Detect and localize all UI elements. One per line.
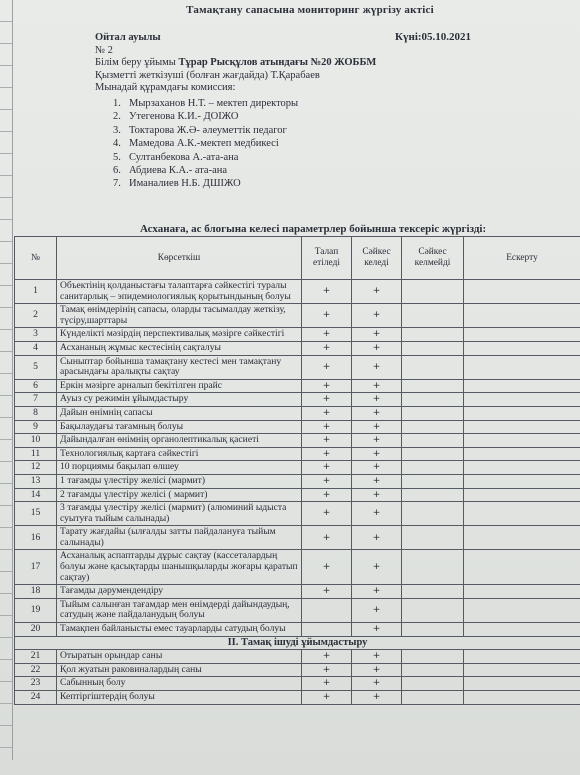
- row-indicator: Дайын өнімнің сапасы: [57, 406, 302, 420]
- table-row: [15, 328, 580, 342]
- row-indicator: Отыратын орындар саны: [57, 650, 302, 664]
- row-number: 13: [15, 474, 57, 488]
- row-required-mark: +: [302, 341, 352, 355]
- row-note: [464, 526, 580, 550]
- row-number: 15: [15, 502, 57, 526]
- row-match-mark: +: [352, 393, 402, 407]
- row-required-mark: +: [302, 420, 352, 434]
- row-nomatch-mark: [402, 526, 464, 550]
- row-note: [464, 461, 580, 475]
- member-number: 5.: [113, 151, 121, 163]
- row-required-mark: +: [302, 355, 352, 379]
- row-nomatch-mark: [402, 328, 464, 342]
- commission-member: [113, 97, 298, 110]
- row-nomatch-mark: [402, 280, 464, 304]
- row-indicator: Технологиялық картаға сәйкестігі: [57, 447, 302, 461]
- table-row: [15, 585, 580, 599]
- row-nomatch-mark: [402, 393, 464, 407]
- row-match-mark: +: [352, 434, 402, 448]
- row-required-mark: [302, 598, 352, 622]
- row-required-mark: +: [302, 502, 352, 526]
- row-nomatch-mark: [402, 434, 464, 448]
- row-required-mark: +: [302, 526, 352, 550]
- row-number: 2: [15, 304, 57, 328]
- table-row: [15, 461, 580, 475]
- section-row: [15, 636, 580, 650]
- row-note: [464, 304, 580, 328]
- row-note: [464, 341, 580, 355]
- row-note: [464, 691, 580, 705]
- row-nomatch-mark: [402, 379, 464, 393]
- member-name: Утегенова К.И.- ДОІЖО: [129, 111, 239, 123]
- table-header: [15, 237, 580, 280]
- row-match-mark: +: [352, 585, 402, 599]
- row-number: 24: [15, 691, 57, 705]
- village: Ойтал ауылы: [95, 32, 161, 43]
- member-name: Токтарова Ж.Ә- әлеуметтік педагог: [129, 124, 287, 136]
- row-note: [464, 663, 580, 677]
- row-indicator: Ауыз су режимін ұйымдастыру: [57, 393, 302, 407]
- row-number: 12: [15, 461, 57, 475]
- commission-member: [113, 151, 298, 164]
- row-indicator: Кептіргіштердің болуы: [57, 691, 302, 705]
- row-match-mark: +: [352, 280, 402, 304]
- member-name: Иманалиев Н.Б. ДШІЖО: [129, 178, 241, 190]
- row-note: [464, 355, 580, 379]
- row-note: [464, 677, 580, 691]
- table-row: [15, 502, 580, 526]
- row-match-mark: +: [352, 379, 402, 393]
- table-row: [15, 379, 580, 393]
- commission-member: [113, 110, 298, 123]
- row-nomatch-mark: [402, 406, 464, 420]
- row-match-mark: +: [352, 341, 402, 355]
- member-number: 3.: [113, 124, 121, 136]
- member-name: Мамедова А.К.-мектеп медбикесі: [129, 138, 279, 150]
- row-note: [464, 420, 580, 434]
- row-number: 21: [15, 650, 57, 664]
- row-number: 9: [15, 420, 57, 434]
- row-number: 6: [15, 379, 57, 393]
- row-note: [464, 550, 580, 585]
- organization-line: [95, 57, 376, 70]
- row-indicator: Тарату жағдайы (ылғалды затты пайдалануға тыйым салынады): [57, 526, 302, 550]
- row-indicator: 10 порциямы бақылап өлшеу: [57, 461, 302, 475]
- row-match-mark: +: [352, 598, 402, 622]
- row-match-mark: +: [352, 691, 402, 705]
- row-number: 5: [15, 355, 57, 379]
- row-required-mark: +: [302, 691, 352, 705]
- row-required-mark: +: [302, 379, 352, 393]
- row-number: 17: [15, 550, 57, 585]
- row-nomatch-mark: [402, 420, 464, 434]
- row-indicator: Асханалық аспаптарды дұрыс сақтау (кассеталардың болуы және қасықтарды шанышқыларды жоғары қаратып сақтау): [57, 550, 302, 585]
- organization-prefix: Білім беру ұйымы: [95, 57, 179, 68]
- row-required-mark: +: [302, 677, 352, 691]
- row-nomatch-mark: [402, 623, 464, 637]
- row-required-mark: +: [302, 488, 352, 502]
- row-number: 18: [15, 585, 57, 599]
- row-nomatch-mark: [402, 650, 464, 664]
- row-indicator: Тамақпен байланысты емес тауарларды сатудың болуы: [57, 623, 302, 637]
- row-match-mark: +: [352, 304, 402, 328]
- row-nomatch-mark: [402, 304, 464, 328]
- row-nomatch-mark: [402, 461, 464, 475]
- table-subtitle: Асханаға, ас блогына келесі параметрлер бойынша тексеріс жүргізді:: [140, 223, 487, 235]
- row-number: 8: [15, 406, 57, 420]
- supplier: Қызметті жеткізуші (болған жағдайда) Т.Қарабаев: [95, 69, 320, 81]
- row-note: [464, 447, 580, 461]
- table-row: [15, 526, 580, 550]
- row-required-mark: +: [302, 304, 352, 328]
- row-required-mark: +: [302, 550, 352, 585]
- row-indicator: Тыйым салынған тағамдар мен өнімдерді дайындаудың, сатудың және пайдаланудың болуы: [57, 598, 302, 622]
- table-row: [15, 677, 580, 691]
- row-number: 20: [15, 623, 57, 637]
- document-date: Күні:05.10.2021: [395, 31, 472, 43]
- row-nomatch-mark: [402, 341, 464, 355]
- row-note: [464, 434, 580, 448]
- document-title: Тамақтану сапасына мониторинг жүргізу актісі: [186, 4, 434, 16]
- row-number: 1: [15, 280, 57, 304]
- row-number: 7: [15, 393, 57, 407]
- member-number: 4.: [113, 138, 121, 150]
- commission-title: Мынадай құрамдағы комиссия:: [95, 82, 236, 93]
- row-indicator: Сабынның болу: [57, 677, 302, 691]
- member-name: Абдиева К.А.- ата-ана: [129, 165, 228, 177]
- row-match-mark: +: [352, 447, 402, 461]
- row-indicator: 1 тағамды үлестіру желісі (мармит): [57, 474, 302, 488]
- row-indicator: Еркін мәзірге арналып бекітілген прайс: [57, 379, 302, 393]
- row-number: 22: [15, 663, 57, 677]
- row-number: 23: [15, 677, 57, 691]
- row-indicator: Тағамды дәрумендендіру: [57, 585, 302, 599]
- col-indicator: Көрсеткіш: [57, 237, 302, 280]
- member-number: 2.: [113, 111, 121, 123]
- row-required-mark: +: [302, 650, 352, 664]
- row-required-mark: +: [302, 393, 352, 407]
- row-match-mark: +: [352, 623, 402, 637]
- row-nomatch-mark: [402, 677, 464, 691]
- row-required-mark: +: [302, 585, 352, 599]
- row-indicator: 3 тағамды үлестіру желісі (мармит) (алюминий ыдыста суытуға тыйым салынады): [57, 502, 302, 526]
- row-match-mark: +: [352, 663, 402, 677]
- table-row: [15, 474, 580, 488]
- row-note: [464, 623, 580, 637]
- row-match-mark: +: [352, 355, 402, 379]
- row-nomatch-mark: [402, 488, 464, 502]
- row-match-mark: +: [352, 650, 402, 664]
- table-row: [15, 663, 580, 677]
- row-nomatch-mark: [402, 355, 464, 379]
- row-required-mark: +: [302, 328, 352, 342]
- table-row: [15, 393, 580, 407]
- row-note: [464, 598, 580, 622]
- commission-member: [113, 164, 298, 177]
- table-row: [15, 691, 580, 705]
- row-match-mark: +: [352, 406, 402, 420]
- table-row: [15, 341, 580, 355]
- table-row: [15, 420, 580, 434]
- member-name: Султанбекова А.-ата-ана: [129, 151, 239, 163]
- row-number: 19: [15, 598, 57, 622]
- table-row: [15, 650, 580, 664]
- commission-member: [113, 124, 298, 137]
- row-number: 11: [15, 447, 57, 461]
- row-indicator: Күнделікті мәзірдің перспективалық мәзірге сәйкестігі: [57, 328, 302, 342]
- row-indicator: Асхананың жұмыс кестесінің сақталуы: [57, 341, 302, 355]
- row-match-mark: +: [352, 550, 402, 585]
- organization-name: Тұрар Рысқұлов атындағы №20 ЖОББМ: [178, 57, 377, 68]
- member-name: Мырзаханов Н.Т. – мектеп директоры: [129, 98, 299, 109]
- row-indicator: Дайындалған өнімнің органолептикалық қасиеті: [57, 434, 302, 448]
- row-note: [464, 502, 580, 526]
- commission-list: [113, 97, 298, 191]
- row-match-mark: +: [352, 677, 402, 691]
- row-indicator: Бақылаудағы тағамның болуы: [57, 420, 302, 434]
- table-row: [15, 488, 580, 502]
- table-row: [15, 623, 580, 637]
- row-number: 16: [15, 526, 57, 550]
- row-match-mark: +: [352, 526, 402, 550]
- row-number: 14: [15, 488, 57, 502]
- row-nomatch-mark: [402, 598, 464, 622]
- row-indicator: Объектінің қолданыстағы талаптарға сәйкестігі туралы санитарлық – эпидемиологиялық қорытындының болуы: [57, 280, 302, 304]
- document-number: № 2: [95, 44, 113, 56]
- row-match-mark: +: [352, 488, 402, 502]
- member-number: 6.: [113, 165, 121, 177]
- row-indicator: Қол жуатын раковиналардың саны: [57, 663, 302, 677]
- row-required-mark: +: [302, 447, 352, 461]
- row-number: 3: [15, 328, 57, 342]
- row-match-mark: +: [352, 474, 402, 488]
- row-note: [464, 280, 580, 304]
- col-required: Талап етіледі: [302, 237, 352, 280]
- col-note: Ескерту: [464, 237, 580, 280]
- col-number: №: [15, 237, 57, 280]
- row-match-mark: +: [352, 328, 402, 342]
- table-row: [15, 550, 580, 585]
- table-row: [15, 447, 580, 461]
- table-row: [15, 304, 580, 328]
- row-note: [464, 379, 580, 393]
- row-nomatch-mark: [402, 447, 464, 461]
- row-required-mark: +: [302, 474, 352, 488]
- row-indicator: Сыныптар бойынша тамақтану кестесі мен тамақтану арасындағы аралықты сақтау: [57, 355, 302, 379]
- row-indicator: Тамақ өнімдерінің сапасы, оларды тасымалдау жеткізу, түсіру,шарттары: [57, 304, 302, 328]
- commission-member: [113, 137, 298, 150]
- table-row: [15, 406, 580, 420]
- member-number: 1.: [113, 98, 121, 109]
- row-required-mark: +: [302, 434, 352, 448]
- inspection-table: [14, 236, 580, 705]
- row-match-mark: +: [352, 461, 402, 475]
- row-nomatch-mark: [402, 474, 464, 488]
- table-row: [15, 434, 580, 448]
- section-title: II. Тамақ ішуді ұйымдастыру: [15, 636, 580, 650]
- row-note: [464, 488, 580, 502]
- row-required-mark: +: [302, 406, 352, 420]
- member-number: 7.: [113, 178, 121, 190]
- row-nomatch-mark: [402, 502, 464, 526]
- row-required-mark: +: [302, 663, 352, 677]
- header-info: [95, 32, 376, 95]
- row-match-mark: +: [352, 420, 402, 434]
- row-nomatch-mark: [402, 691, 464, 705]
- col-nomatch: Сәйкес келмейді: [402, 237, 464, 280]
- row-required-mark: [302, 623, 352, 637]
- table-row: [15, 598, 580, 622]
- row-indicator: 2 тағамды үлестіру желісі ( мармит): [57, 488, 302, 502]
- row-note: [464, 650, 580, 664]
- adjacent-page-edge: [0, 0, 13, 760]
- commission-member: [113, 177, 298, 190]
- row-nomatch-mark: [402, 663, 464, 677]
- row-number: 10: [15, 434, 57, 448]
- col-match: Сәйкес келеді: [352, 237, 402, 280]
- row-nomatch-mark: [402, 550, 464, 585]
- row-note: [464, 393, 580, 407]
- row-note: [464, 585, 580, 599]
- row-note: [464, 328, 580, 342]
- row-required-mark: +: [302, 461, 352, 475]
- row-nomatch-mark: [402, 585, 464, 599]
- row-note: [464, 406, 580, 420]
- table-row: [15, 280, 580, 304]
- row-note: [464, 474, 580, 488]
- row-match-mark: +: [352, 502, 402, 526]
- table-row: [15, 355, 580, 379]
- row-number: 4: [15, 341, 57, 355]
- row-required-mark: +: [302, 280, 352, 304]
